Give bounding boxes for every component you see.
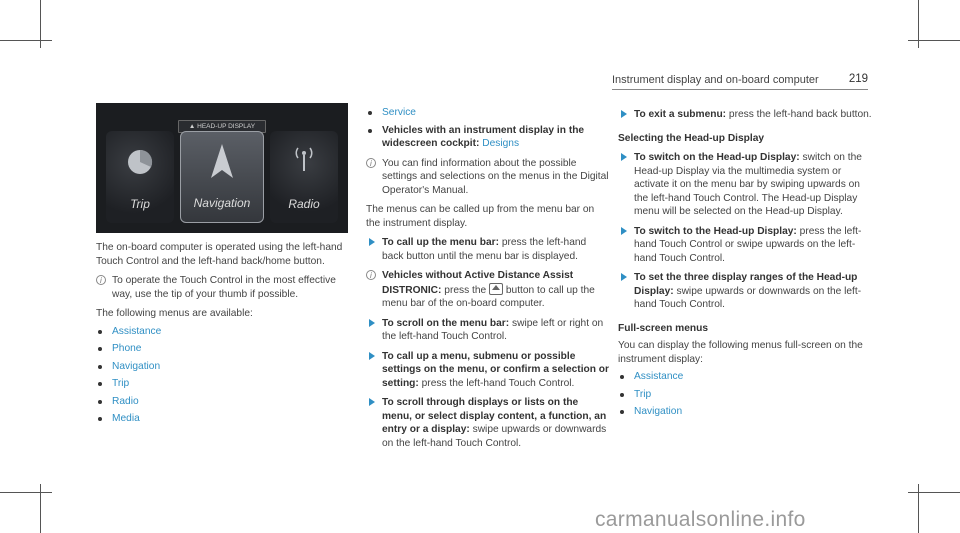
step: To set the three display ranges of the Head-up Display: swipe upwards or downwards on the left-hand Touch Control. xyxy=(618,271,874,312)
info-icon xyxy=(96,275,106,285)
pie-chart-icon xyxy=(125,147,155,177)
menu-link[interactable]: Trip xyxy=(96,377,352,391)
crop-mark xyxy=(0,492,52,493)
column-left xyxy=(96,241,352,430)
menu-link[interactable]: Radio xyxy=(96,395,352,409)
info-icon xyxy=(366,270,376,280)
hud-label: ▲ HEAD-UP DISPLAY xyxy=(178,120,266,133)
paragraph: You can display the following menus full-screen on the instrument display: xyxy=(618,340,863,365)
header-title: Instrument display and on-board computer xyxy=(612,74,819,86)
menu-link[interactable]: Navigation xyxy=(96,360,352,374)
menu-link[interactable]: Assistance xyxy=(96,325,352,339)
menu-link[interactable]: Phone xyxy=(96,342,352,356)
tile-label: Navigation xyxy=(193,196,251,210)
note: i You can find information about the possible settings and selections on the menus in the Digital Operator's Manual. xyxy=(366,157,610,198)
menu-link[interactable]: Navigation xyxy=(618,405,874,419)
column-right xyxy=(618,102,874,423)
step: To scroll through displays or lists on the menu, or select display content, a function, an entry or a display: swipe upwards or downwards on the left-hand Touch Control. xyxy=(366,396,610,450)
step: To switch to the Head-up Display: press the left-hand Touch Control or swipe upwards on the left-hand Touch Control. xyxy=(618,225,874,266)
step: To call up a menu, submenu or possible settings on the menu, or confirm a selection or setting: press the left-hand Touch Control. xyxy=(366,350,610,391)
tile-label: Trip xyxy=(130,197,150,211)
page-number: 219 xyxy=(848,73,868,85)
menu-link[interactable]: Assistance xyxy=(618,370,874,384)
note: i Vehicles without Active Distance Assist DISTRONIC: press the button to call up the menu bar of the on-board computer. xyxy=(366,269,610,311)
column-middle xyxy=(366,102,610,456)
watermark: carmanualsonline.info xyxy=(595,508,806,531)
radio-antenna-icon xyxy=(292,145,316,173)
widescreen-item: Vehicles with an instrument display in the widescreen cockpit: Designs xyxy=(366,124,610,151)
section-heading: Full-screen menus xyxy=(618,322,709,334)
tile-radio xyxy=(270,131,338,223)
home-icon xyxy=(489,283,503,295)
info-icon xyxy=(366,158,376,168)
intro-text: The on-board computer is operated using the left-hand Touch Control and the left-hand back/home button. xyxy=(96,242,343,267)
crop-mark xyxy=(908,492,960,493)
menus-intro: The following menus are available: xyxy=(96,308,253,319)
tile-trip xyxy=(106,131,174,223)
crop-mark xyxy=(0,40,52,41)
section-heading: Selecting the Head-up Display xyxy=(618,132,765,144)
designs-link[interactable]: Designs xyxy=(482,138,520,149)
crop-mark xyxy=(908,40,960,41)
header-rule xyxy=(612,89,868,90)
menu-link[interactable]: Trip xyxy=(618,388,874,402)
step: To call up the menu bar: press the left-hand back button until the menu bar is displayed. xyxy=(366,236,610,263)
head-up-display-screenshot xyxy=(96,103,348,233)
page-header xyxy=(612,74,868,86)
tile-label: Radio xyxy=(288,197,320,211)
step: To exit a submenu: press the left-hand back button. xyxy=(618,108,874,122)
menu-link[interactable]: Service xyxy=(366,106,610,120)
navigation-arrow-icon xyxy=(211,144,233,178)
menu-link[interactable]: Media xyxy=(96,412,352,426)
tile-navigation xyxy=(180,131,264,223)
step: To scroll on the menu bar: swipe left or right on the left-hand Touch Control. xyxy=(366,317,610,344)
paragraph: The menus can be called up from the menu bar on the instrument display. xyxy=(366,204,595,229)
note: i To operate the Touch Control in the most effective way, use the tip of your thumb if possible. xyxy=(96,274,352,301)
step: To switch on the Head-up Display: switch on the Head-up Display via the multimedia system or activate it on the menu bar by swiping upwards on the left-hand Touch Control. The Head-up Display menu will be selected on the Head-up Display. xyxy=(618,151,874,219)
